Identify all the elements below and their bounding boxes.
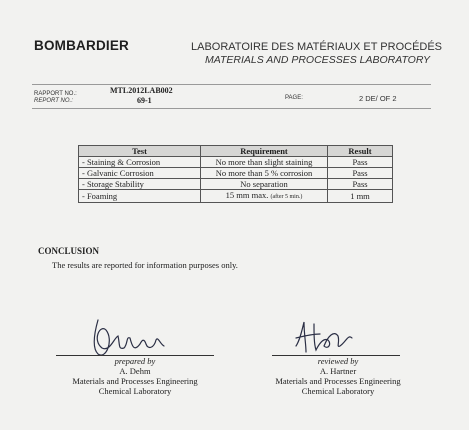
report-number-line1: MTL2012LAB002 bbox=[110, 86, 173, 95]
reviewer-department: Materials and Processes Engineering bbox=[275, 376, 401, 386]
requirement-text: No more than slight staining bbox=[215, 157, 313, 167]
table-header-row bbox=[79, 146, 393, 157]
page-number: 2 DE/ OF 2 bbox=[359, 94, 397, 103]
results-table bbox=[78, 145, 393, 203]
requirement-text: 15 mm max. bbox=[225, 190, 269, 200]
signature-dehm bbox=[84, 314, 174, 358]
conclusion-heading: CONCLUSION bbox=[38, 246, 100, 256]
table-row bbox=[79, 190, 393, 203]
signature-block-right bbox=[243, 356, 433, 396]
requirement-text: No more than 5 % corrosion bbox=[215, 168, 313, 178]
cell-test: - Storage Stability bbox=[79, 179, 201, 190]
report-number-line2: 69-1 bbox=[137, 96, 152, 105]
report-label-english: REPORT NO.: bbox=[34, 98, 73, 104]
page-label: PAGE: bbox=[285, 95, 303, 101]
table-row bbox=[79, 179, 393, 190]
preparer-name: A. Dehm bbox=[119, 366, 151, 376]
cell-test: - Staining & Corrosion bbox=[79, 157, 201, 168]
cell-requirement bbox=[201, 168, 328, 179]
reviewed-by-label: reviewed by bbox=[317, 356, 359, 366]
cell-result: Pass bbox=[328, 179, 393, 190]
preparer-department: Materials and Processes Engineering bbox=[72, 376, 198, 386]
requirement-text: No separation bbox=[240, 179, 288, 189]
lab-title-french: LABORATOIRE DES MATÉRIAUX ET PROCÉDÉS bbox=[191, 41, 443, 53]
cell-test: - Galvanic Corrosion bbox=[79, 168, 201, 179]
signature-block-left bbox=[40, 356, 230, 396]
header-divider-top bbox=[32, 84, 431, 85]
report-label-french: RAPPORT NO.: bbox=[34, 91, 77, 97]
preparer-lab: Chemical Laboratory bbox=[98, 386, 172, 396]
column-header-result: Result bbox=[328, 146, 393, 157]
cell-result: Pass bbox=[328, 168, 393, 179]
conclusion-text: The results are reported for information purposes only. bbox=[52, 260, 238, 270]
requirement-note: (after 5 min.) bbox=[270, 194, 303, 200]
reviewer-name: A. Hartner bbox=[319, 366, 357, 376]
table-row bbox=[79, 168, 393, 179]
cell-result: 1 mm bbox=[328, 190, 393, 203]
cell-requirement bbox=[201, 179, 328, 190]
cell-requirement bbox=[201, 190, 328, 203]
cell-result: Pass bbox=[328, 157, 393, 168]
prepared-by-label: prepared by bbox=[114, 356, 156, 366]
column-header-requirement: Requirement bbox=[201, 146, 328, 157]
header-divider-bottom bbox=[32, 108, 431, 109]
reviewer-lab: Chemical Laboratory bbox=[301, 386, 375, 396]
table-row bbox=[79, 157, 393, 168]
cell-test: - Foaming bbox=[79, 190, 201, 203]
lab-title-english: MATERIALS AND PROCESSES LABORATORY bbox=[205, 54, 431, 66]
brand-logo: BOMBARDIER bbox=[34, 38, 129, 53]
cell-requirement bbox=[201, 157, 328, 168]
signature-hartner bbox=[290, 316, 360, 356]
column-header-test: Test bbox=[79, 146, 201, 157]
